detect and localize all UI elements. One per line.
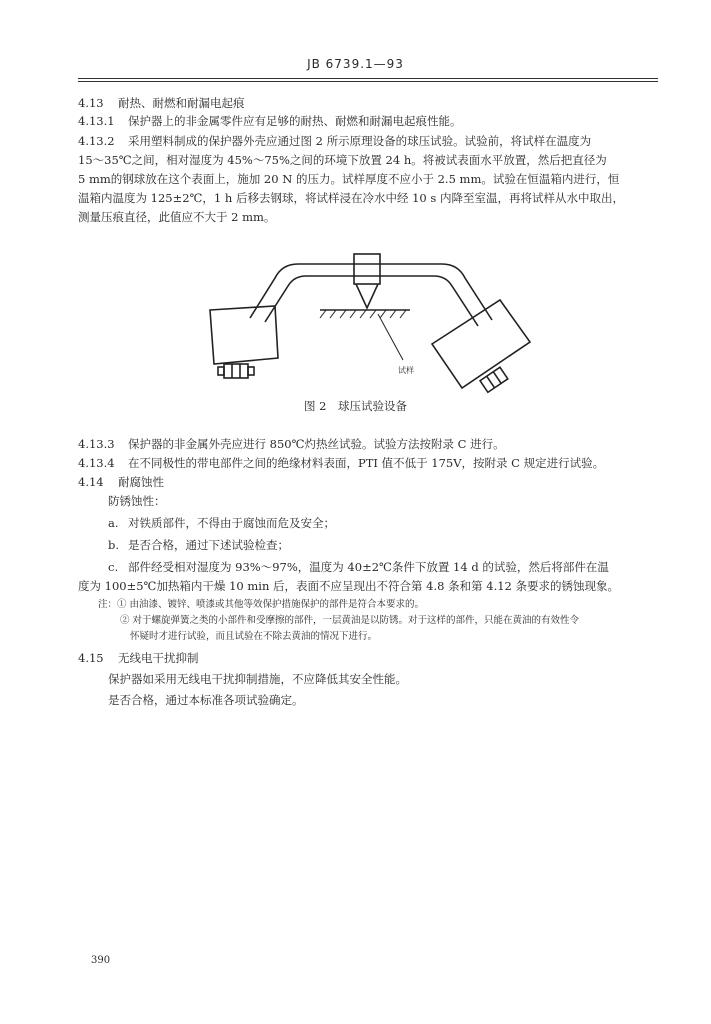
section-title-4-15: 无线电干扰抑制: [118, 651, 199, 665]
surface-hatching: [320, 310, 406, 318]
ball-pressure-apparatus-figure: [200, 248, 540, 398]
section-number-4-13-1: 4.13.1: [78, 114, 115, 128]
left-weight-block: [210, 306, 278, 364]
header-rule: [78, 78, 658, 79]
section-line-4-15: 保护器如采用无线电干扰抑制措施，不应降低其安全性能。: [108, 672, 407, 686]
section-line-4-13-2: 采用塑料制成的保护器外壳应通过图 2 所示原理设备的球压试验。试验前，将试样在温度为: [128, 134, 592, 148]
note-2: ② 对于螺旋弹簧之类的小部件和受摩擦的部件，一层黄油是以防锈。对于这样的部件，只能在黄油的有效性令: [120, 615, 580, 626]
header-rule-double: [78, 81, 658, 82]
section-number-4-13-2: 4.13.2: [78, 134, 115, 148]
center-block: [354, 254, 380, 284]
indenter-cone: [356, 284, 378, 308]
corrosion-intro: 防锈蚀性：: [108, 494, 166, 508]
section-line-4-15: 是否合格，通过本标准各项试验确定。: [108, 693, 304, 707]
specimen-label: 试样: [398, 366, 414, 375]
section-title-4-14: 耐腐蚀性: [118, 475, 164, 489]
section-line-4-13-2: 15～35℃之间，相对湿度为 45%～75%之间的环境下放置 24 h。将被试表面水平放置，然后把直径为: [78, 153, 607, 167]
note-1: 注：① 由油漆、镀锌、喷漆或其他等效保护措施保护的部件是符合本要求的。: [98, 599, 425, 610]
left-nut: [224, 364, 248, 378]
list-text-c: 度为 100±5℃加热箱内干燥 10 min 后，表面不应呈现出不符合第 4.8 条和第 4.12 条要求的锈蚀现象。: [78, 579, 620, 593]
section-number-4-13: 4.13: [78, 96, 104, 110]
list-label-c: c.: [108, 560, 119, 574]
section-line-4-13-2: 测量压痕直径，此值应不大于 2 mm。: [78, 210, 276, 224]
figure-caption: 图 2 球压试验设备: [304, 399, 407, 413]
list-text-a: 对铁质部件，不得由于腐蚀而危及安全；: [128, 516, 335, 530]
list-text-b: 是否合格，通过下述试验检查；: [128, 538, 289, 552]
page-header: JB 6739.1—93: [307, 57, 404, 71]
right-weight-block: [432, 300, 530, 388]
section-number-4-14: 4.14: [78, 475, 104, 489]
section-title-4-13: 耐热、耐燃和耐漏电起痕: [118, 96, 245, 110]
section-line-4-13-2: 温箱内温度为 125±2℃，1 h 后移去钢球，将试样浸在冷水中经 10 s 内降至室温，再将试样从水中取出，: [78, 191, 624, 205]
section-number-4-13-3: 4.13.3: [78, 437, 115, 451]
list-label-a: a.: [108, 516, 119, 530]
list-label-b: b.: [108, 538, 120, 552]
section-number-4-13-4: 4.13.4: [78, 456, 115, 470]
list-text-c: 部件经受相对湿度为 93%～97%，温度为 40±2℃条件下放置 14 d 的试验，然后将部件在温: [128, 560, 609, 574]
section-line-4-13-2: 5 mm的钢球放在这个表面上，施加 20 N 的压力。试样厚度不应小于 2.5 mm。试验在恒温箱内进行，恒: [78, 172, 620, 186]
section-text-4-13-1: 保护器上的非金属零件应有足够的耐热、耐燃和耐漏电起痕性能。: [128, 114, 462, 128]
section-number-4-15: 4.15: [78, 651, 104, 665]
specimen-leader: [378, 314, 403, 360]
right-nut: [480, 367, 508, 392]
section-text-4-13-3: 保护器的非金属外壳应进行 850℃灼热丝试验。试验方法按附录 C 进行。: [128, 437, 505, 451]
section-text-4-13-4: 在不同极性的带电部件之间的绝缘材料表面，PTI 值不低于 175V，按附录 C 规定进行试验。: [128, 456, 605, 470]
page-number: 390: [91, 955, 111, 966]
note-2-cont: 怀疑时才进行试验，而且试验在不除去黄油的情况下进行。: [130, 631, 378, 642]
